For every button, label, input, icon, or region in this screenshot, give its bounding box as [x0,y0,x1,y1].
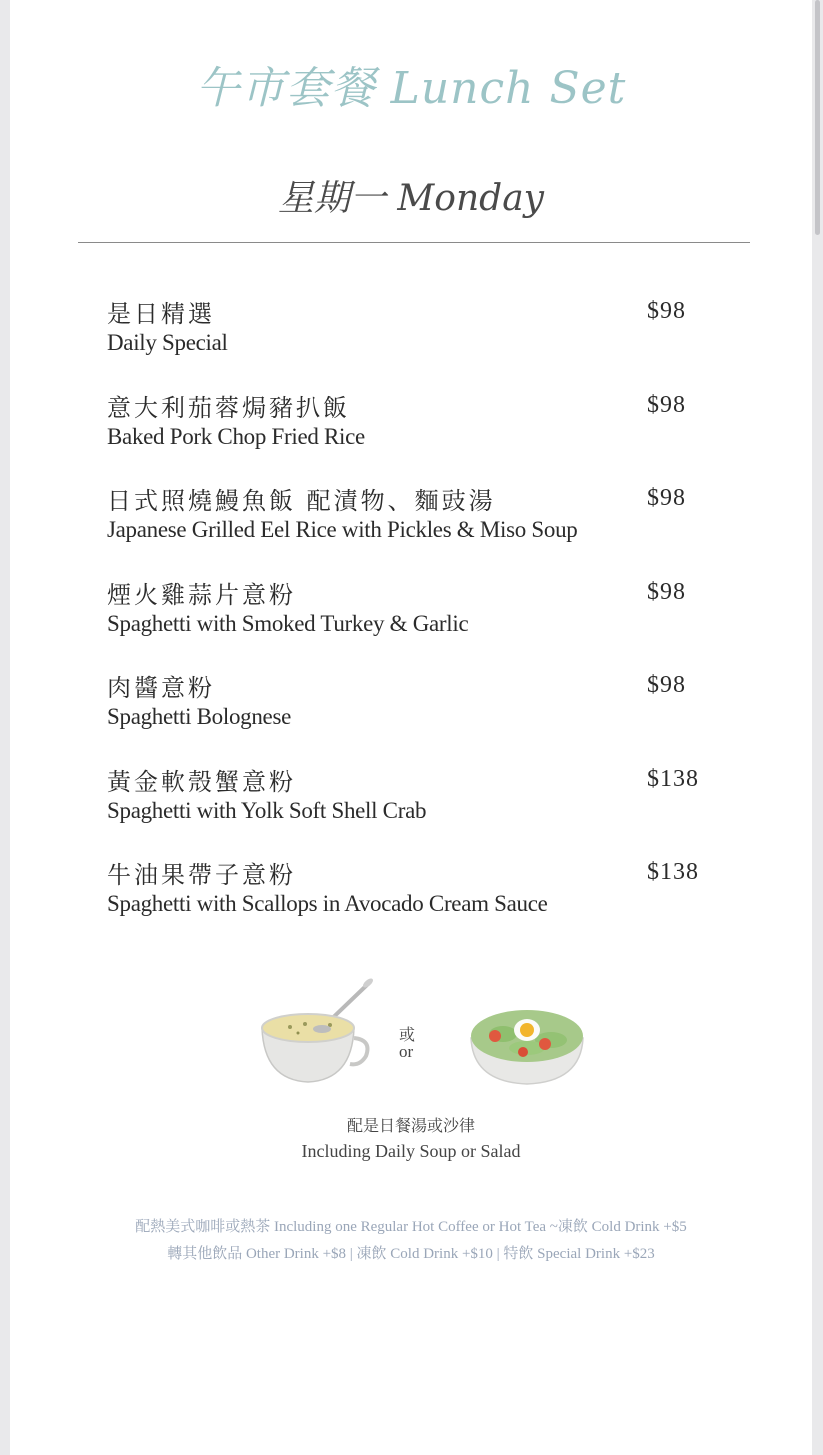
sides-section [10,960,812,1100]
item-price: $98 [647,485,686,511]
menu-item [107,294,727,388]
item-name-en: Spaghetti Bolognese [107,704,292,729]
item-name-zh: 意大利茄蓉焗豬扒飯 [107,393,350,422]
item-name-zh: 牛油果帶子意粉 [107,861,296,889]
menu-list [107,294,727,949]
item-name-zh: 肉醬意粉 [107,674,215,702]
including-label-en: Including Daily Soup or Salad [301,1141,521,1161]
menu-item [107,855,727,949]
menu-item [107,762,727,856]
item-price: $138 [647,859,699,885]
or-label-zh: 或 [399,1025,416,1044]
item-name-en: Spaghetti with Smoked Turkey & Garlic [107,610,469,636]
item-name-zh: 黃金軟殼蟹意粉 [107,767,296,796]
menu-day: 星期一 Monday [277,178,544,219]
menu-page [10,0,812,1455]
item-name-en: Japanese Grilled Eel Rice with Pickles & Miso Soup [107,517,578,542]
scrollbar[interactable] [815,0,820,235]
item-price: $138 [647,765,699,792]
item-name-zh: 日式照燒鰻魚飯 配漬物、麵豉湯 [107,487,496,515]
item-name-en: Spaghetti with Yolk Soft Shell Crab [107,797,427,823]
menu-item [107,481,727,575]
or-label-en: or [399,1042,414,1061]
menu-title: 午市套餐 Lunch Set [195,63,627,114]
including-label-zh: 配是日餐湯或沙律 [346,1116,475,1135]
item-price: $98 [647,672,686,698]
menu-item [107,575,727,669]
item-price: $98 [647,298,686,324]
divider [78,242,750,243]
item-name-zh: 是日精選 [107,300,215,328]
item-price: $98 [647,391,686,418]
item-name-zh: 煙火雞蒜片意粉 [107,580,296,609]
menu-item [107,668,727,762]
item-name-en: Spaghetti with Scallops in Avocado Cream Sauce [107,891,548,916]
item-name-en: Baked Pork Chop Fried Rice [107,423,365,449]
soup-bowl-icon [250,970,380,1090]
item-price: $98 [647,578,686,605]
item-name-en: Daily Special [107,330,228,355]
drink-note-line-2: 轉其他飲品 Other Drink +$8 | 凍飲 Cold Drink +$10 | 特飲 Special Drink +$23 [167,1246,655,1262]
drink-note-line-1: 配熱美式咖啡或熱茶 Including one Regular Hot Coffee or Hot Tea ~凍飲 Cold Drink +$5 [135,1219,687,1235]
salad-bowl-icon [465,990,590,1090]
menu-item [107,388,727,482]
